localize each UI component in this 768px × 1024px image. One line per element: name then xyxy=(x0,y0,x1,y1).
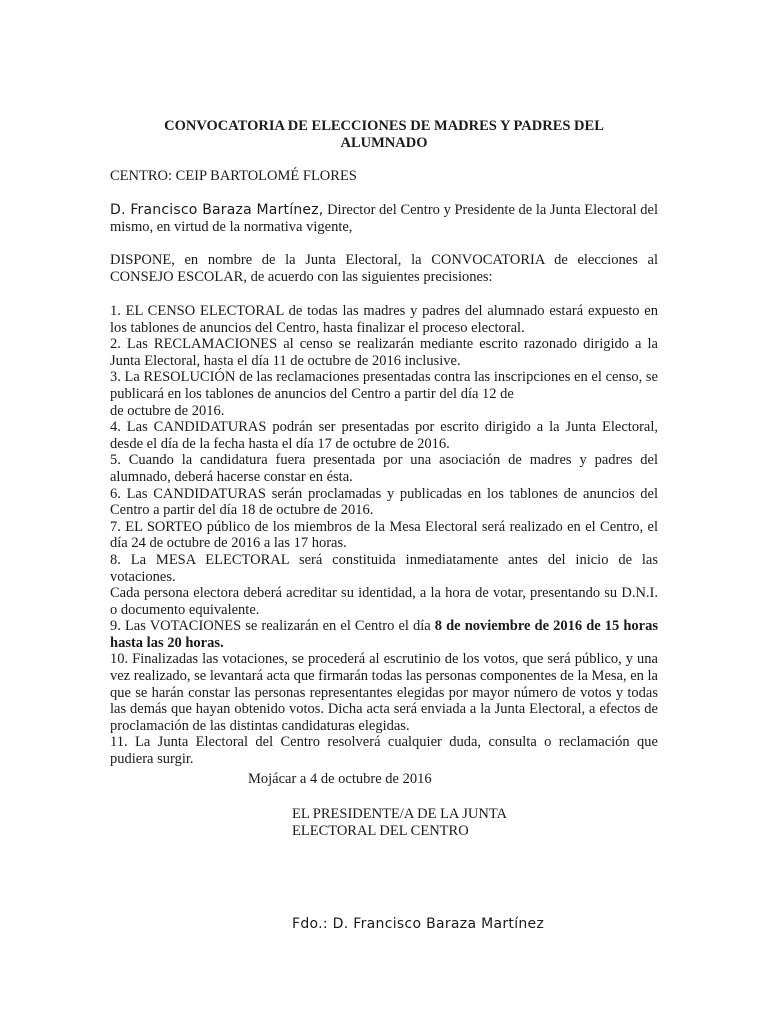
precisions-list xyxy=(110,303,658,768)
title-line-1: CONVOCATORIA DE ELECCIONES DE MADRES Y PADRES DEL xyxy=(164,118,604,134)
list-item-8-note: Cada persona electora deberá acreditar su identidad, a la hora de votar, presentando su D.N.I. o documento equivalente. xyxy=(110,585,658,618)
list-item-2: 2. Las RECLAMACIONES al censo se realizarán mediante escrito razonado dirigido a la Junta Electoral, hasta el día 11 de octubre de 2016 inclusive. xyxy=(110,336,658,369)
list-item-4: 4. Las CANDIDATURAS podrán ser presentadas por escrito dirigido a la Junta Electoral, desde el día de la fecha hasta el día 17 de octubre de 2016. xyxy=(110,419,658,452)
intro-text: Director del Centro y Presidente de la Junta Electoral del mismo, en virtud de la normativa vigente, xyxy=(110,202,659,235)
list-item-9 xyxy=(110,618,658,651)
centro-line: CENTRO: CEIP BARTOLOMÉ FLORES xyxy=(110,168,357,184)
list-item-7: 7. EL SORTEO público de los miembros de la Mesa Electoral será realizado en el Centro, el día 24 de octubre de 2016 a las 17 horas. xyxy=(110,518,658,552)
title-line-2: ALUMNADO xyxy=(340,135,428,151)
place-date: Mojácar a 4 de octubre de 2016 xyxy=(248,771,432,787)
intro-paragraph xyxy=(110,202,658,235)
director-name: D. Francisco Baraza Martínez, xyxy=(110,202,324,218)
president-line-1: EL PRESIDENTE/A DE LA JUNTA xyxy=(292,806,507,822)
list-item-11: 11. La Junta Electoral del Centro resolverá cualquier duda, consulta o reclamación que pudiera surgir. xyxy=(110,734,658,768)
list-item-8: 8. La MESA ELECTORAL será constituida inmediatamente antes del inicio de las votaciones. xyxy=(110,551,658,585)
president-block xyxy=(292,806,507,839)
voting-date-bold: 8 de noviembre de 2016 de 15 horas hasta las 20 horas. xyxy=(110,618,658,651)
list-item-10: 10. Finalizadas las votaciones, se procederá al escrutinio de los votos, que será público, y una vez realizado, se levantará acta que firmarán todas las personas componentes de la Mesa, en la que se harán constar las personas representantes elegidas por mayor número de votos y todas las demás que hayan obtenido votos. Dicha acta será enviada a la Junta Electoral, a efectos de proclamación de las distintas candidaturas elegidas. xyxy=(110,651,658,734)
list-item-9-text: 9. Las VOTACIONES se realizarán en el Centro el día xyxy=(110,618,435,635)
list-item-6: 6. Las CANDIDATURAS serán proclamadas y publicadas en los tablones de anuncios del Centro a partir del día 18 de octubre de 2016. xyxy=(110,485,658,519)
list-item-1: 1. EL CENSO ELECTORAL de todas las madres y padres del alumnado estará expuesto en los tablones de anuncios del Centro, hasta finalizar el proceso electoral. xyxy=(110,303,658,336)
signature-line: Fdo.: D. Francisco Baraza Martínez xyxy=(292,916,545,932)
list-item-5: 5. Cuando la candidatura fuera presentada por una asociación de madres y padres del alumnado, deberá hacerse constar en ésta. xyxy=(110,452,658,485)
president-line-2: ELECTORAL DEL CENTRO xyxy=(292,822,469,839)
list-item-3: 3. La RESOLUCIÓN de las reclamaciones presentadas contra las inscripciones en el censo, se publicará en los tablones de anuncios del Centro a partir del día 12 de xyxy=(110,369,658,402)
document-title xyxy=(110,118,658,152)
dispone-paragraph: DISPONE, en nombre de la Junta Electoral, la CONVOCATORIA de elecciones al CONSEJO ESCOLAR, de acuerdo con las siguientes precisiones: xyxy=(110,252,658,285)
list-item-3-continued: de octubre de 2016. xyxy=(110,402,225,419)
